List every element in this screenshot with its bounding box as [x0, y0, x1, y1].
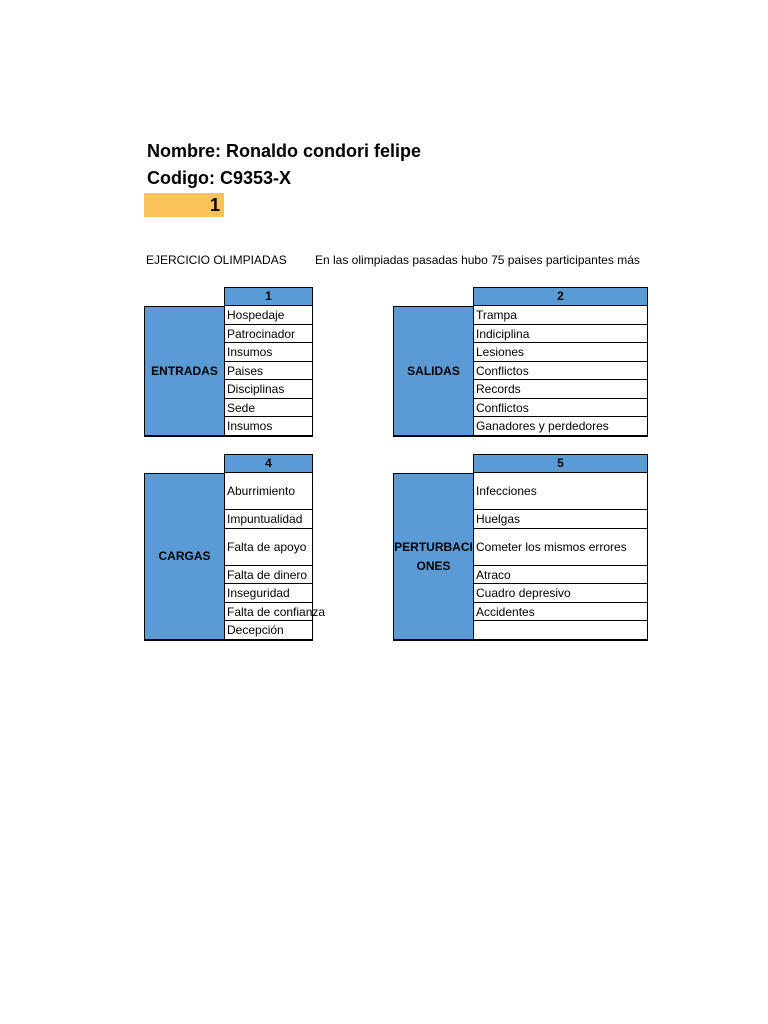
list-item: Cuadro depresivo: [474, 584, 647, 603]
block-label: [393, 306, 474, 437]
block-label-line: PERTURBACI: [394, 539, 473, 554]
list-item: Hospedaje: [225, 306, 312, 325]
exercise-number: 1: [209, 195, 220, 215]
block-label-text: [394, 538, 473, 576]
list-item: Conflictos: [474, 399, 647, 417]
list-item: Sede: [225, 399, 312, 417]
list-item: Inseguridad: [225, 584, 312, 603]
item-list: [473, 306, 648, 437]
item-list: [224, 306, 313, 437]
exercise-number-box: [144, 193, 224, 217]
list-item: Falta de apoyo: [225, 529, 312, 566]
block-label-text: CARGAS: [158, 549, 211, 563]
list-item: Cometer los mismos errores: [474, 529, 647, 566]
list-item: Patrocinador: [225, 325, 312, 343]
list-item: Indiciplina: [474, 325, 647, 343]
list-item: Huelgas: [474, 510, 647, 529]
list-item: Paises: [225, 362, 312, 380]
list-item: Decepción: [225, 621, 312, 641]
student-code: Codigo: C9353-X: [147, 168, 292, 188]
item-list: [473, 473, 648, 641]
block-number: 4: [224, 454, 313, 473]
block-label: [144, 306, 225, 437]
list-item: [474, 621, 647, 641]
exercise-title: EJERCICIO OLIMPIADAS: [146, 253, 287, 267]
block-number: 5: [473, 454, 648, 473]
list-item: Insumos: [225, 343, 312, 362]
list-item: Aburrimiento: [225, 473, 312, 510]
list-item: Ganadores y perdedores: [474, 417, 647, 437]
block-label: [393, 473, 474, 641]
block-number: 2: [473, 287, 648, 306]
list-item: Conflictos: [474, 362, 647, 380]
block-label-text: SALIDAS: [407, 363, 460, 378]
block-number: 1: [224, 287, 313, 306]
block-label: [144, 473, 225, 641]
list-item: Accidentes: [474, 603, 647, 621]
list-item: Infecciones: [474, 473, 647, 510]
item-list: [224, 473, 326, 641]
list-item: Trampa: [474, 306, 647, 325]
exercise-statement: En las olimpiadas pasadas hubo 75 paises participantes más: [315, 253, 640, 267]
list-item: Disciplinas: [225, 380, 312, 399]
block-label-line: ONES: [416, 558, 451, 573]
list-item: Lesiones: [474, 343, 647, 362]
list-item: Records: [474, 380, 647, 399]
list-item: Falta de confianza: [225, 603, 312, 621]
student-name: Nombre: Ronaldo condori felipe: [147, 141, 422, 161]
list-item: Falta de dinero: [225, 566, 312, 584]
block-label-text: ENTRADAS: [151, 363, 218, 378]
list-item: Impuntualidad: [225, 510, 312, 529]
list-item: Atraco: [474, 566, 647, 584]
list-item: Insumos: [225, 417, 312, 437]
